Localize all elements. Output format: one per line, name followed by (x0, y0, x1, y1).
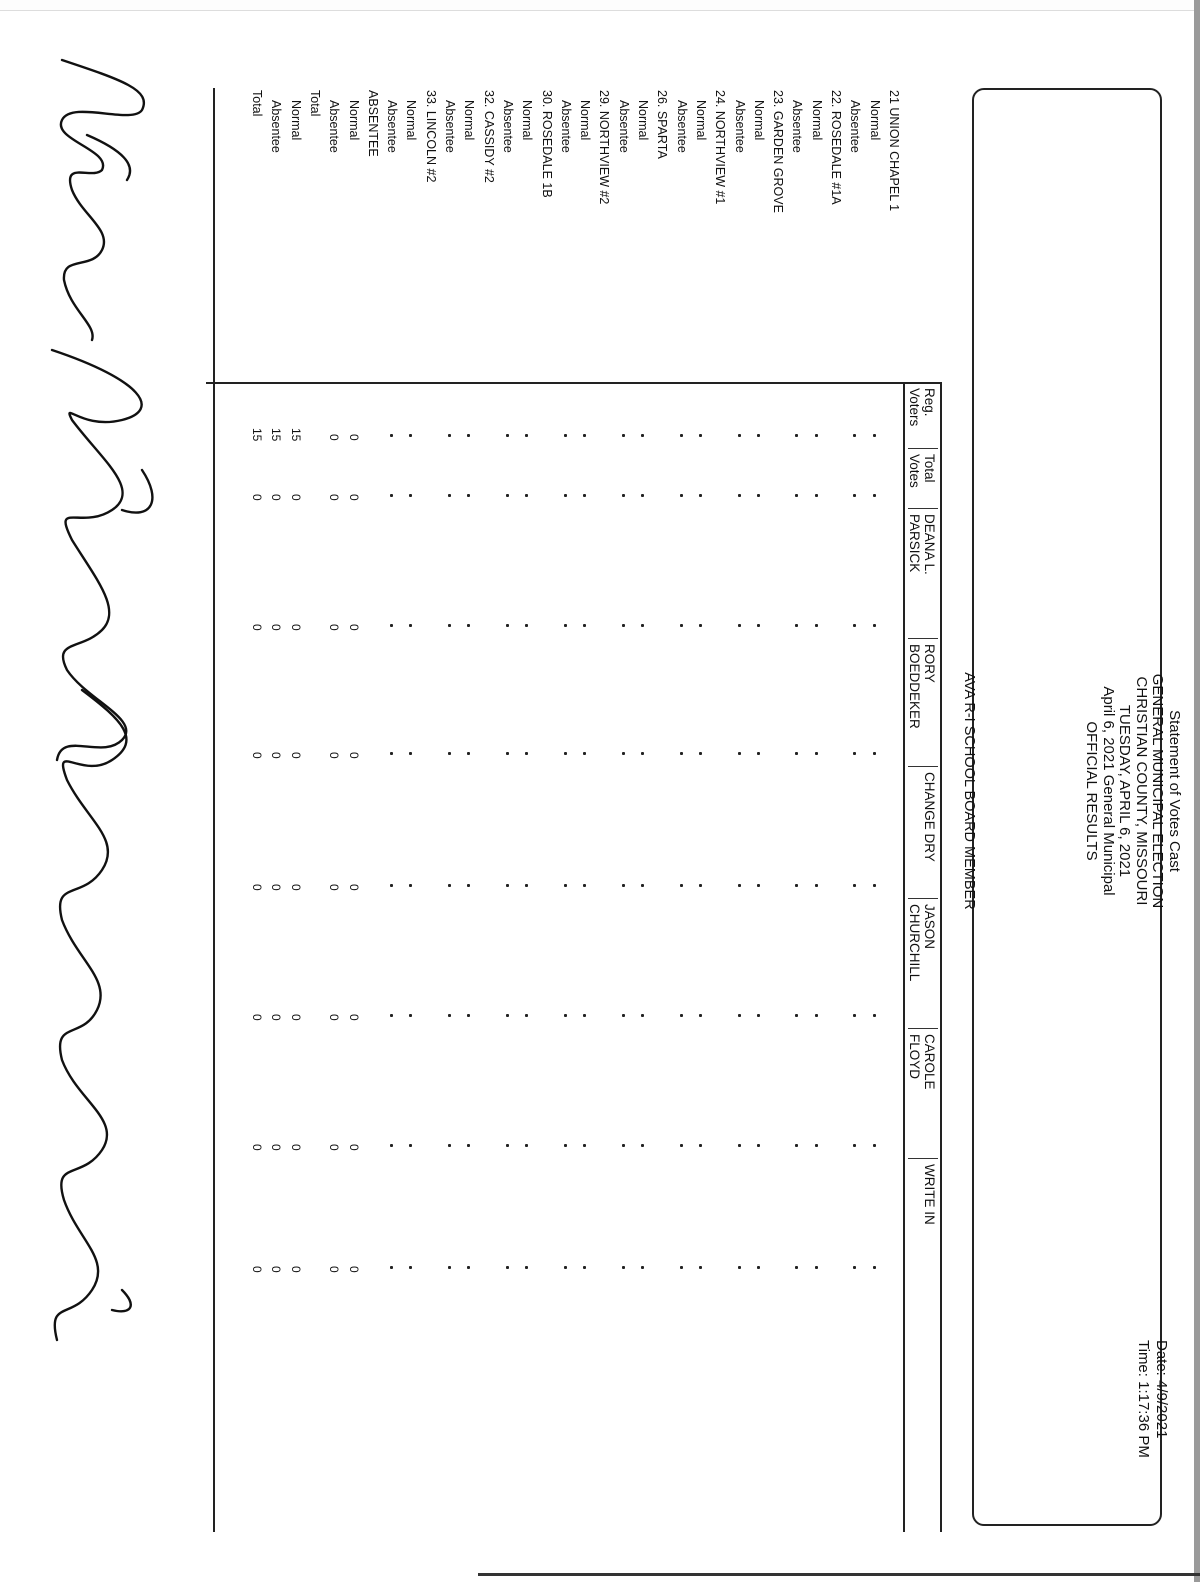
empty-cell-dot (622, 1014, 625, 1017)
empty-cell-dot (680, 752, 683, 755)
empty-cell-dot (699, 434, 702, 437)
empty-cell-dot (796, 434, 799, 437)
signature-3 (112, 1290, 131, 1311)
empty-cell-dot (525, 1014, 528, 1017)
vote-count-cell: 0 (269, 1144, 284, 1151)
row-label: Normal (751, 100, 766, 141)
empty-cell-dot (853, 1014, 856, 1017)
empty-cell-dot (467, 434, 470, 437)
empty-cell-dot (583, 494, 586, 497)
column-header (907, 454, 936, 488)
empty-cell-dot (410, 1266, 413, 1269)
empty-cell-dot (680, 494, 683, 497)
empty-cell-dot (738, 1014, 741, 1017)
empty-cell-dot (583, 434, 586, 437)
empty-cell-dot (448, 1144, 451, 1147)
signature-2 (52, 350, 142, 760)
column-separator (908, 448, 938, 449)
empty-cell-dot (564, 624, 567, 627)
empty-cell-dot (699, 624, 702, 627)
row-label: Absentee (848, 100, 863, 153)
empty-cell-dot (680, 434, 683, 437)
empty-cell-dot (641, 884, 644, 887)
empty-cell-dot (641, 1144, 644, 1147)
empty-cell-dot (853, 434, 856, 437)
empty-cell-dot (680, 1266, 683, 1269)
empty-cell-dot (853, 1144, 856, 1147)
vote-count-cell: 0 (327, 1266, 342, 1273)
empty-cell-dot (757, 434, 760, 437)
vote-count-cell: 0 (346, 624, 361, 631)
empty-cell-dot (815, 624, 818, 627)
empty-cell-dot (410, 1014, 413, 1017)
empty-cell-dot (699, 494, 702, 497)
empty-cell-dot (564, 1014, 567, 1017)
title-line: OFFICIAL RESULTS (1083, 721, 1101, 861)
empty-cell-dot (390, 1014, 393, 1017)
empty-cell-dot (699, 752, 702, 755)
vote-count-cell: 0 (269, 752, 284, 759)
empty-cell-dot (853, 1266, 856, 1269)
total-rule (213, 88, 215, 1532)
vote-count-cell: 0 (269, 1266, 284, 1273)
row-label: 21 UNION CHAPEL 1 (887, 90, 901, 212)
vote-count-cell: 0 (288, 624, 303, 631)
empty-cell-dot (583, 752, 586, 755)
empty-cell-dot (873, 1014, 876, 1017)
row-label: Absentee (674, 100, 689, 153)
empty-cell-dot (467, 1014, 470, 1017)
column-header-line: DEANA L. (922, 514, 937, 575)
column-separator (908, 766, 938, 767)
empty-cell-dot (622, 494, 625, 497)
vote-count-cell: 0 (346, 1144, 361, 1151)
empty-cell-dot (390, 752, 393, 755)
column-separator (908, 508, 938, 509)
empty-cell-dot (738, 1266, 741, 1269)
column-header-line: CHURCHILL (907, 904, 923, 982)
empty-cell-dot (757, 494, 760, 497)
empty-cell-dot (506, 1144, 509, 1147)
empty-cell-dot (622, 434, 625, 437)
vote-count-cell: 0 (327, 434, 342, 441)
empty-cell-dot (738, 624, 741, 627)
empty-cell-dot (641, 624, 644, 627)
vote-count-cell: 0 (269, 624, 284, 631)
empty-cell-dot (622, 1266, 625, 1269)
vote-count-cell: 0 (288, 1266, 303, 1273)
empty-cell-dot (410, 624, 413, 627)
empty-cell-dot (815, 884, 818, 887)
row-label: Normal (636, 100, 651, 141)
title-line: April 6, 2021 General Municipal (1100, 686, 1117, 896)
column-header-line: Reg. (922, 388, 937, 417)
row-label: 30. ROSEDALE 1B (539, 90, 554, 198)
empty-cell-dot (525, 494, 528, 497)
column-header-line: JASON (922, 904, 937, 950)
report-time: Time: 1:17:36 PM (1135, 1340, 1152, 1458)
empty-cell-dot (506, 884, 509, 887)
empty-cell-dot (757, 884, 760, 887)
vote-count-cell: 15 (269, 428, 284, 442)
vote-count-cell: 0 (250, 1266, 265, 1273)
empty-cell-dot (699, 1266, 702, 1269)
vote-count-cell: 15 (288, 428, 303, 442)
empty-cell-dot (815, 434, 818, 437)
empty-cell-dot (873, 884, 876, 887)
vote-count-cell: 0 (269, 494, 284, 501)
empty-cell-dot (873, 1266, 876, 1269)
empty-cell-dot (448, 624, 451, 627)
vote-count-cell: 0 (288, 1014, 303, 1021)
row-label: Normal (578, 100, 593, 141)
empty-cell-dot (641, 1014, 644, 1017)
row-label: Normal (520, 100, 535, 141)
empty-cell-dot (853, 494, 856, 497)
column-header (907, 904, 936, 981)
column-header (922, 772, 937, 862)
vote-count-cell: 0 (288, 1144, 303, 1151)
empty-cell-dot (738, 1144, 741, 1147)
vote-count-cell: 0 (288, 884, 303, 891)
empty-cell-dot (506, 434, 509, 437)
vote-count-cell: 0 (327, 624, 342, 631)
vote-count-cell: 0 (250, 1014, 265, 1021)
empty-cell-dot (583, 1144, 586, 1147)
empty-cell-dot (467, 884, 470, 887)
row-label: 26. SPARTA (655, 90, 670, 159)
vote-count-cell: 0 (327, 494, 342, 501)
empty-cell-dot (796, 884, 799, 887)
empty-cell-dot (410, 494, 413, 497)
row-label: Absentee (269, 100, 284, 153)
empty-cell-dot (853, 752, 856, 755)
report-date: Date: 4/9/2021 (1153, 1340, 1170, 1439)
vote-count-cell: 0 (250, 884, 265, 891)
empty-cell-dot (564, 1266, 567, 1269)
vote-count-cell: 0 (250, 624, 265, 631)
signature-2 (122, 470, 152, 513)
vote-count-cell: 0 (346, 494, 361, 501)
column-header-line: PARSICK (907, 514, 923, 573)
row-label: 22. ROSEDALE #1A (829, 90, 844, 205)
empty-cell-dot (738, 884, 741, 887)
empty-cell-dot (796, 494, 799, 497)
title-line: Statement of Votes Cast (1166, 710, 1183, 872)
column-header-line: CHANGE DRY (922, 772, 937, 862)
vote-count-cell: 0 (327, 1014, 342, 1021)
title-line: TUESDAY, APRIL 6, 2021 (1116, 704, 1134, 878)
column-header (907, 388, 936, 426)
empty-cell-dot (873, 434, 876, 437)
empty-cell-dot (853, 624, 856, 627)
empty-cell-dot (390, 434, 393, 437)
empty-cell-dot (390, 624, 393, 627)
empty-cell-dot (506, 624, 509, 627)
row-label: Absentee (616, 100, 631, 153)
title-line: GENERAL MUNICIPAL ELECTION (1149, 673, 1167, 909)
vote-count-cell: 0 (269, 1014, 284, 1021)
row-label: Absentee (385, 100, 400, 153)
empty-cell-dot (738, 494, 741, 497)
empty-cell-dot (641, 1266, 644, 1269)
row-label: Normal (288, 100, 303, 141)
empty-cell-dot (583, 884, 586, 887)
empty-cell-dot (448, 1014, 451, 1017)
table-top-rule (940, 382, 942, 1532)
empty-cell-dot (853, 884, 856, 887)
empty-cell-dot (815, 752, 818, 755)
empty-cell-dot (583, 624, 586, 627)
empty-cell-dot (448, 752, 451, 755)
row-label: Absentee (327, 100, 342, 153)
empty-cell-dot (506, 494, 509, 497)
column-separator (908, 898, 938, 899)
empty-cell-dot (873, 494, 876, 497)
empty-cell-dot (564, 884, 567, 887)
empty-cell-dot (815, 1144, 818, 1147)
empty-cell-dot (796, 1144, 799, 1147)
empty-cell-dot (410, 752, 413, 755)
empty-cell-dot (564, 1144, 567, 1147)
empty-cell-dot (467, 752, 470, 755)
column-separator (908, 638, 938, 639)
empty-cell-dot (506, 1266, 509, 1269)
empty-cell-dot (410, 884, 413, 887)
empty-cell-dot (448, 434, 451, 437)
row-label: Absentee (443, 100, 458, 153)
row-label: Normal (809, 100, 824, 141)
column-header-line: CAROLE (922, 1034, 937, 1090)
vote-count-cell: 0 (250, 494, 265, 501)
vote-count-cell: 0 (346, 752, 361, 759)
row-label: Absentee (501, 100, 515, 153)
column-header-line: RORY (922, 644, 937, 683)
column-header (907, 1034, 936, 1090)
empty-cell-dot (622, 624, 625, 627)
vote-count-cell: 0 (250, 1144, 265, 1151)
column-header-line: WRITE IN (922, 1164, 937, 1225)
empty-cell-dot (390, 494, 393, 497)
vote-count-cell: 0 (250, 752, 265, 759)
empty-cell-dot (641, 494, 644, 497)
empty-cell-dot (390, 884, 393, 887)
row-label: Normal (346, 100, 361, 141)
empty-cell-dot (815, 494, 818, 497)
column-header (907, 514, 936, 575)
row-label: Absentee (732, 100, 747, 153)
empty-cell-dot (506, 1014, 509, 1017)
row-label: Normal (462, 100, 477, 141)
empty-cell-dot (506, 752, 509, 755)
empty-cell-dot (796, 1014, 799, 1017)
vote-count-cell: 0 (269, 884, 284, 891)
vote-count-cell: 15 (250, 428, 265, 442)
empty-cell-dot (390, 1144, 393, 1147)
row-label: 33. LINCOLN #2 (423, 90, 438, 183)
empty-cell-dot (467, 1144, 470, 1147)
empty-cell-dot (641, 434, 644, 437)
vote-count-cell: 0 (327, 884, 342, 891)
signature-3 (55, 690, 127, 1340)
empty-cell-dot (390, 1266, 393, 1269)
vote-count-cell: 0 (346, 1266, 361, 1273)
column-header-line: BOEDDEKER (907, 644, 923, 729)
empty-cell-dot (448, 494, 451, 497)
row-label: 32. CASSIDY #2 (481, 90, 496, 183)
column-header-line: Voters (907, 388, 923, 427)
column-header-line: FLOYD (907, 1034, 923, 1080)
empty-cell-dot (699, 1014, 702, 1017)
empty-cell-dot (467, 1266, 470, 1269)
vote-count-cell: 0 (288, 494, 303, 501)
empty-cell-dot (757, 1144, 760, 1147)
header-bottom-rule (903, 382, 905, 1532)
empty-cell-dot (680, 1014, 683, 1017)
signature-1 (61, 60, 144, 340)
vote-count-cell: 0 (288, 752, 303, 759)
empty-cell-dot (583, 1014, 586, 1017)
empty-cell-dot (564, 434, 567, 437)
empty-cell-dot (873, 752, 876, 755)
column-header-line: Votes (907, 454, 923, 488)
vote-count-cell: 0 (346, 434, 361, 441)
empty-cell-dot (873, 624, 876, 627)
signature-strokes (22, 40, 182, 1580)
row-label: 24. NORTHVIEW #1 (713, 90, 728, 205)
empty-cell-dot (410, 434, 413, 437)
empty-cell-dot (757, 752, 760, 755)
vote-count-cell: 0 (327, 752, 342, 759)
row-label: 23. GARDEN GROVE (771, 90, 786, 213)
row-label: Normal (867, 100, 882, 141)
row-label: Total (308, 90, 322, 117)
empty-cell-dot (410, 1144, 413, 1147)
title-line: CHRISTIAN COUNTY, MISSOURI (1133, 676, 1150, 906)
empty-cell-dot (757, 1014, 760, 1017)
empty-cell-dot (757, 624, 760, 627)
row-label: Normal (694, 100, 708, 141)
empty-cell-dot (467, 624, 470, 627)
row-label: ABSENTEE (365, 90, 380, 157)
empty-cell-dot (796, 752, 799, 755)
empty-cell-dot (525, 1144, 528, 1147)
empty-cell-dot (873, 1144, 876, 1147)
empty-cell-dot (815, 1014, 818, 1017)
empty-cell-dot (622, 1144, 625, 1147)
empty-cell-dot (699, 884, 702, 887)
row-label: Normal (404, 100, 419, 141)
empty-cell-dot (525, 752, 528, 755)
row-label: Absentee (790, 100, 805, 153)
empty-cell-dot (448, 1266, 451, 1269)
column-header-line: Total (922, 454, 937, 483)
empty-cell-dot (641, 752, 644, 755)
empty-cell-dot (699, 1144, 702, 1147)
empty-cell-dot (680, 884, 683, 887)
empty-cell-dot (525, 624, 528, 627)
empty-cell-dot (757, 1266, 760, 1269)
column-header (922, 1164, 937, 1225)
empty-cell-dot (467, 494, 470, 497)
column-separator (908, 1028, 938, 1029)
empty-cell-dot (796, 624, 799, 627)
row-label: 29. NORTHVIEW #2 (597, 90, 612, 205)
empty-cell-dot (738, 752, 741, 755)
empty-cell-dot (564, 752, 567, 755)
column-separator (908, 1158, 938, 1159)
empty-cell-dot (622, 752, 625, 755)
row-label: Total (250, 90, 265, 117)
empty-cell-dot (815, 1266, 818, 1269)
empty-cell-dot (525, 434, 528, 437)
empty-cell-dot (525, 1266, 528, 1269)
row-label: Absentee (558, 100, 573, 153)
column-header (907, 644, 936, 729)
vote-count-cell: 0 (327, 1144, 342, 1151)
label-column-rule (206, 382, 942, 384)
empty-cell-dot (622, 884, 625, 887)
empty-cell-dot (448, 884, 451, 887)
empty-cell-dot (583, 1266, 586, 1269)
empty-cell-dot (680, 1144, 683, 1147)
vote-count-cell: 0 (346, 1014, 361, 1021)
empty-cell-dot (680, 624, 683, 627)
empty-cell-dot (564, 494, 567, 497)
empty-cell-dot (796, 1266, 799, 1269)
report-datetime (1134, 1340, 1170, 1458)
vote-count-cell: 0 (346, 884, 361, 891)
contest-title: AVA R-I SCHOOL BOARD MEMBER (961, 672, 977, 910)
empty-cell-dot (738, 434, 741, 437)
empty-cell-dot (525, 884, 528, 887)
